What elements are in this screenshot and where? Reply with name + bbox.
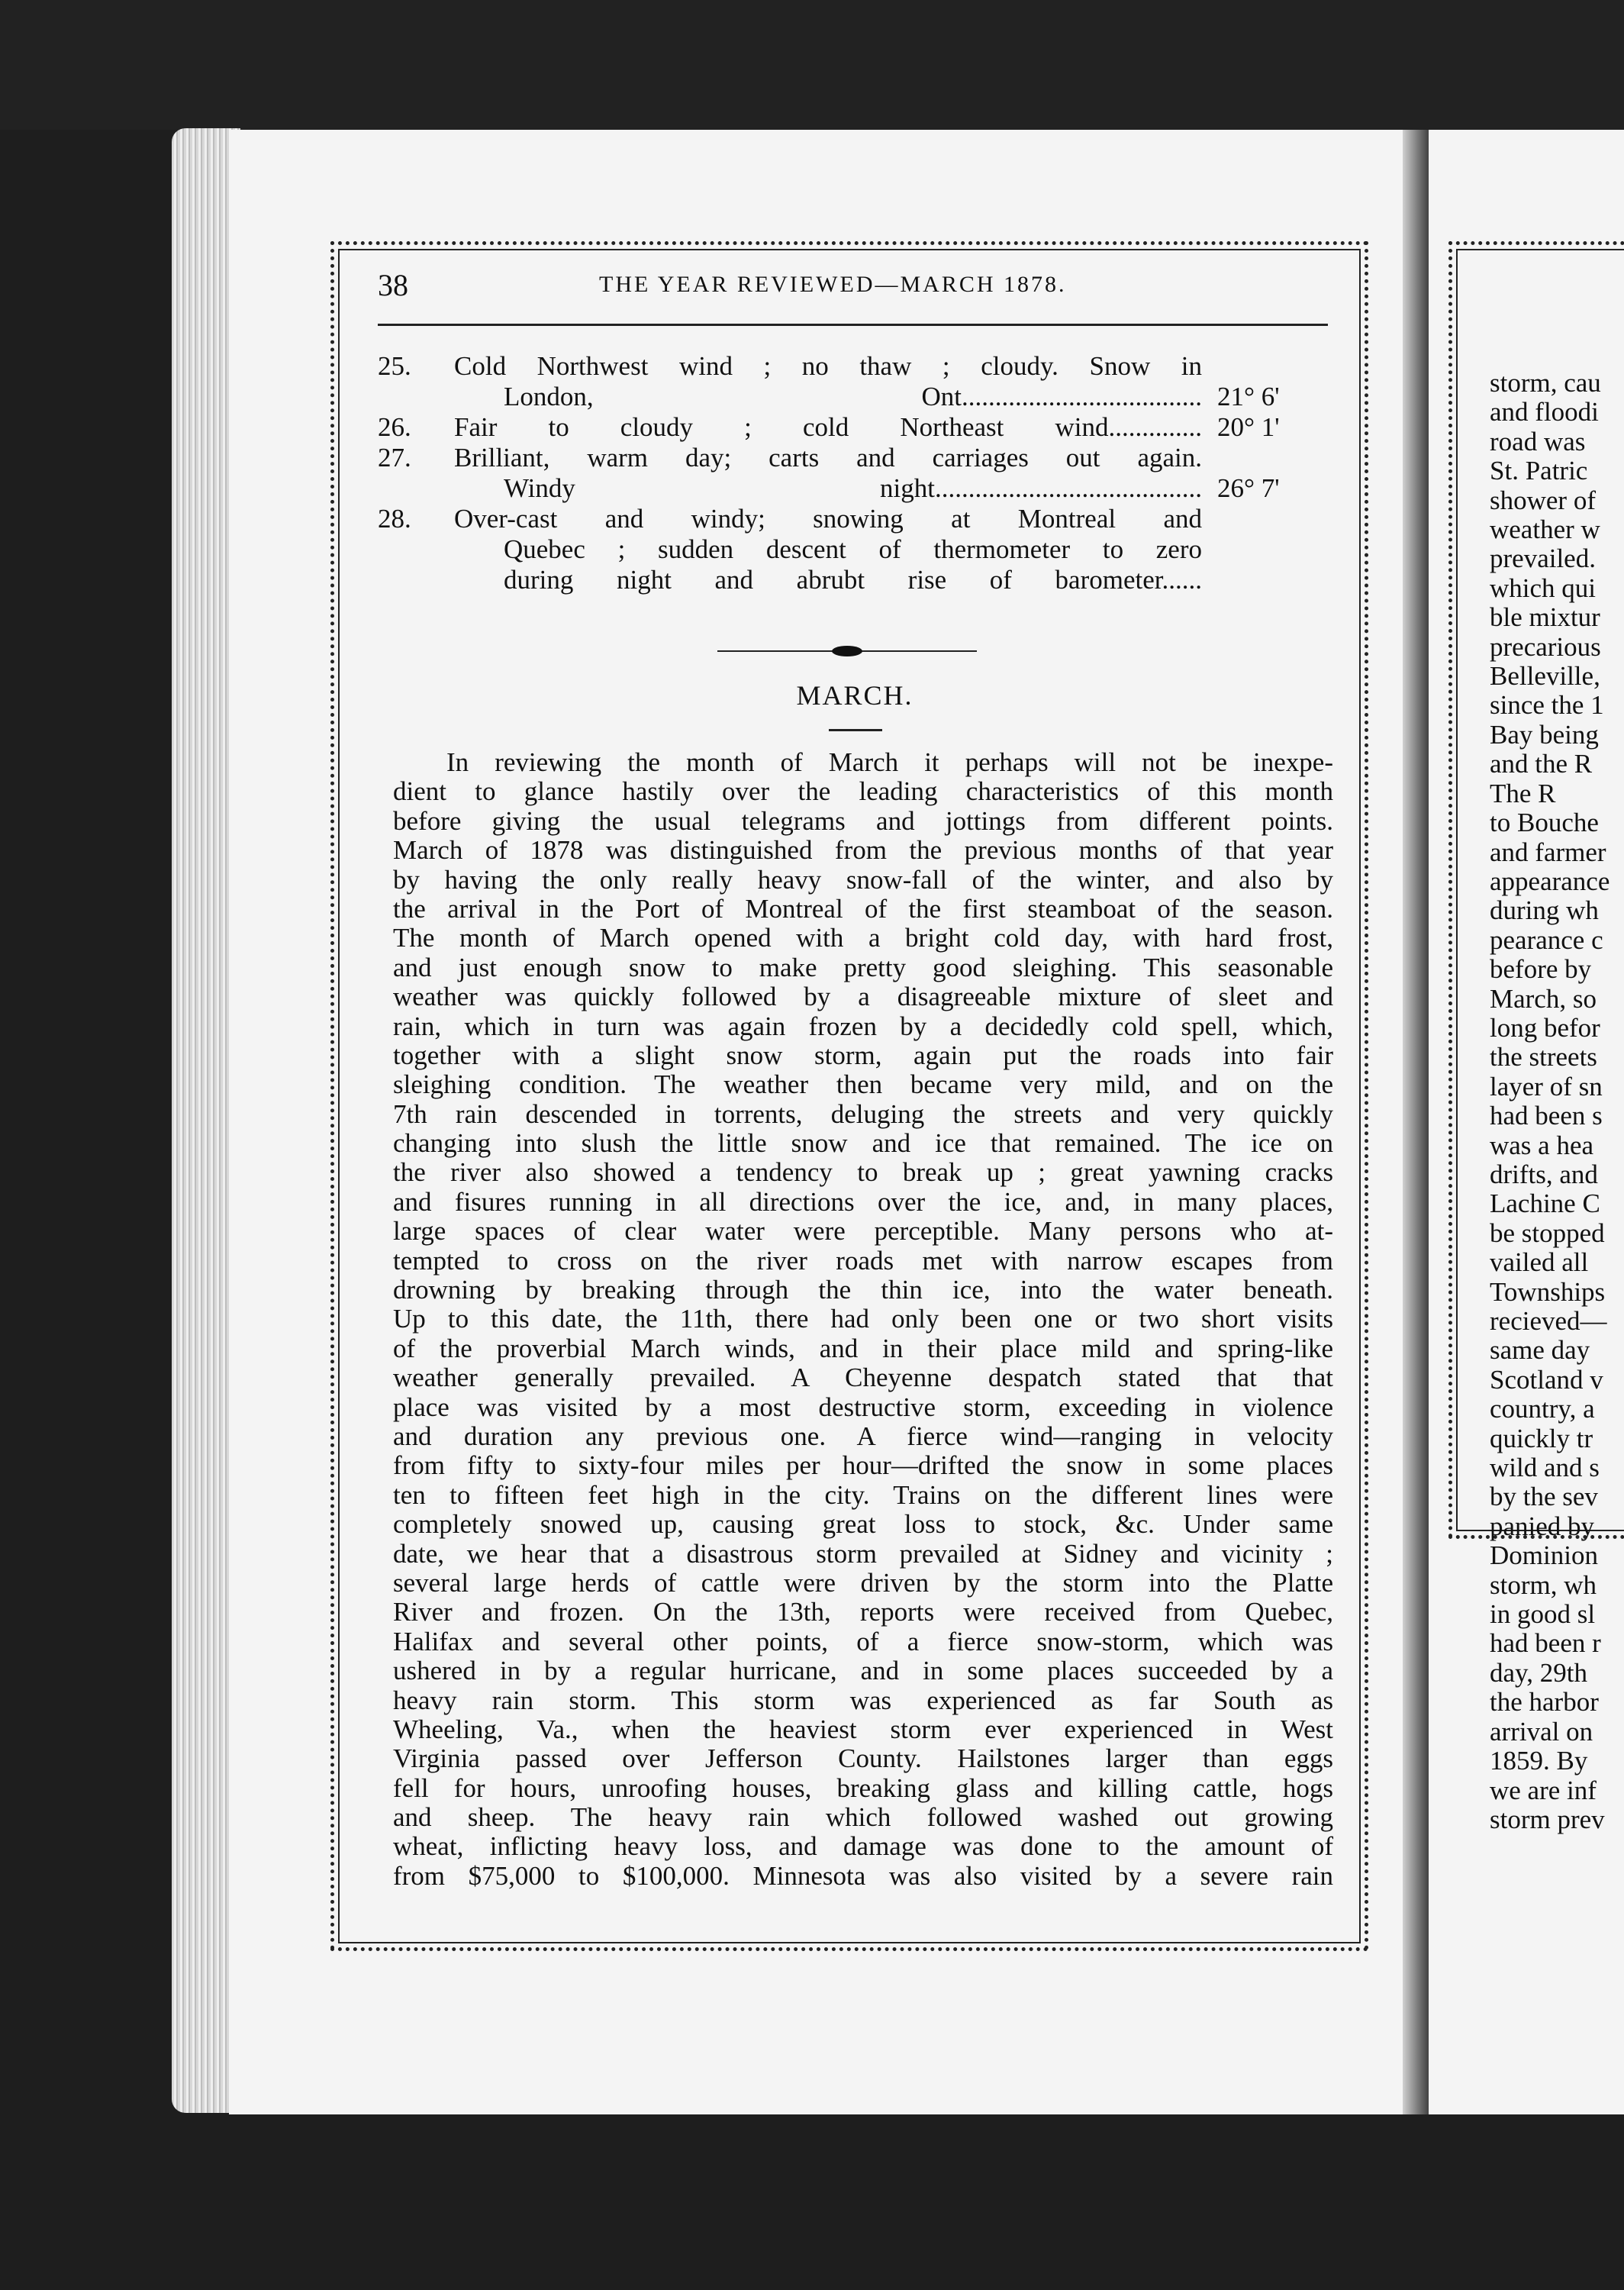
body-line: changing into slush the little snow and ice that remained. The ice on [393, 1128, 1333, 1159]
entry-line [378, 534, 1332, 565]
body-line: ten to fifteen feet high in the city. Trains on the different lines were [393, 1479, 1333, 1510]
right-page-line: arrival on [1490, 1716, 1593, 1747]
body-line: completely snowed up, causing great loss to stock, &c. Under same [393, 1509, 1333, 1540]
body-line: the arrival in the Port of Montreal of the first steamboat of the season. [393, 893, 1333, 924]
right-page-line: Belleville, [1490, 661, 1600, 692]
section-title: MARCH. [796, 680, 914, 711]
body-line: and duration any previous one. A fierce wind—ranging in velocity [393, 1421, 1333, 1451]
body-line: drowning by breaking through the thin ice, into the water beneath. [393, 1275, 1333, 1305]
right-page-line: vailed all [1490, 1247, 1589, 1278]
right-page-line: during wh [1490, 895, 1599, 926]
body-line: by having the only really heavy snow-fall of the winter, and also by [393, 864, 1333, 895]
entry-temperature: 21° 6' [1217, 382, 1280, 411]
body-line: several large herds of cattle were driven by the storm into the Platte [393, 1567, 1333, 1598]
entry-line [378, 382, 1332, 412]
right-page-line: Lachine C [1490, 1189, 1600, 1219]
right-page-line: storm, wh [1490, 1569, 1597, 1600]
entry-text: Over-cast and windy; snowing at Montreal and [454, 504, 1202, 534]
right-page-line: long befor [1490, 1012, 1600, 1043]
body-line: March of 1878 was distinguished from the previous months of that year [393, 835, 1333, 866]
entry-line [378, 565, 1332, 595]
body-line: place was visited by a most destructive storm, exceeding in violence [393, 1392, 1333, 1422]
right-page-line: prevailed. [1490, 543, 1596, 574]
entry-line [378, 412, 1332, 443]
entry-temperature: 26° 7' [1217, 473, 1280, 503]
right-page-line: storm prev [1490, 1804, 1605, 1834]
entry-line [378, 443, 1332, 473]
body-line: date, we hear that a disastrous storm prevailed at Sidney and vicinity ; [393, 1538, 1333, 1569]
right-page-line: St. Patric [1490, 456, 1588, 486]
body-line: weather was quickly followed by a disagreeable mixture of sleet and [393, 982, 1333, 1012]
body-line: heavy rain storm. This storm was experienced as far South as [393, 1685, 1333, 1715]
body-line: large spaces of clear water were perceptible. Many persons who at- [393, 1216, 1333, 1247]
body-line: before giving the usual telegrams and jottings from different points. [393, 805, 1333, 836]
body-line: River and frozen. On the 13th, reports were received from Quebec, [393, 1597, 1333, 1627]
right-page-line: to Bouche [1490, 808, 1599, 838]
body-line: Virginia passed over Jefferson County. Hailstones larger than eggs [393, 1743, 1333, 1774]
entry-text: Quebec ; sudden descent of thermometer to zero [504, 534, 1202, 564]
right-page-line: and farmer [1490, 837, 1606, 867]
right-page-line: country, a [1490, 1394, 1595, 1424]
body-line: the river also showed a tendency to break up ; great yawning cracks [393, 1157, 1333, 1188]
right-page-line: Dominion [1490, 1540, 1598, 1571]
body-line: wheat, inflicting heavy loss, and damage was done to the amount of [393, 1831, 1333, 1862]
entry-number: 27. [378, 443, 411, 473]
right-page-line: pearance c [1490, 924, 1603, 955]
body-line: from fifty to sixty-four miles per hour—drifted the snow in some places [393, 1450, 1333, 1481]
ornament-center [832, 646, 862, 656]
right-page-line: ble mixtur [1490, 602, 1600, 633]
body-line: tempted to cross on the river roads met with narrow escapes from [393, 1245, 1333, 1276]
ornament-divider [717, 646, 977, 656]
running-head: THE YEAR REVIEWED—MARCH 1878. [599, 272, 1067, 297]
body-line: and fisures running in all directions over the ice, and, in many places, [393, 1186, 1333, 1217]
body-line: dient to glance hastily over the leading characteristics of this month [393, 776, 1333, 807]
right-page-line: Bay being [1490, 719, 1599, 750]
body-line: sleighing condition. The weather then became very mild, and on the [393, 1069, 1333, 1100]
body-line: and just enough snow to make pretty good sleighing. This seasonable [393, 952, 1333, 982]
right-page-line: the harbor [1490, 1687, 1599, 1718]
title-rule [829, 729, 882, 731]
right-page-line: weather w [1490, 514, 1600, 545]
body-line: of the proverbial March winds, and in their place mild and spring-like [393, 1333, 1333, 1363]
page-header [378, 267, 1332, 319]
right-page-line: 1859. By [1490, 1746, 1588, 1776]
right-page-line: had been s [1490, 1101, 1603, 1131]
entry-text: Cold Northwest wind ; no thaw ; cloudy. Snow in [454, 351, 1202, 381]
right-page-line: quickly tr [1490, 1423, 1593, 1453]
right-page-line: before by [1490, 954, 1592, 985]
scan-background [0, 0, 1624, 130]
body-line: In reviewing the month of March it perhaps will not be inexpe- [446, 747, 1333, 777]
body-line: Halifax and several other points, of a fierce snow-storm, which was [393, 1626, 1333, 1656]
entry-text: during night and abrubt rise of barometer...... [504, 565, 1202, 595]
right-page-line: had been r [1490, 1628, 1601, 1659]
body-line: from $75,000 to $100,000. Minnesota was also visited by a severe rain [393, 1860, 1333, 1891]
body-line: fell for hours, unroofing houses, breaking glass and killing cattle, hogs [393, 1772, 1333, 1803]
right-page-line: storm, cau [1490, 368, 1601, 398]
entry-text: Fair to cloudy ; cold Northeast wind.............. [454, 412, 1202, 442]
right-page-line: and floodi [1490, 397, 1599, 427]
right-page-line: Scotland v [1490, 1364, 1603, 1395]
right-page-line: panied by [1490, 1511, 1595, 1541]
entry-text: London, Ont.................................... [504, 382, 1202, 411]
entry-number: 28. [378, 504, 411, 534]
right-page-line: road was [1490, 426, 1586, 456]
body-text [393, 748, 1333, 1891]
body-line: The month of March opened with a bright cold day, with hard frost, [393, 923, 1333, 953]
right-page-line: March, so [1490, 983, 1597, 1014]
body-line: Up to this date, the 11th, there had only been one or two short visits [393, 1304, 1333, 1334]
right-page-line: since the 1 [1490, 690, 1604, 721]
entry-text: Windy night........................................ [504, 473, 1202, 503]
entry-line [378, 504, 1332, 534]
right-page-line: recieved— [1490, 1306, 1607, 1336]
entry-line [378, 351, 1332, 382]
header-rule [378, 324, 1328, 326]
page-number: 38 [378, 268, 408, 302]
entry-temperature: 20° 1' [1217, 412, 1280, 442]
right-page-line: wild and s [1490, 1453, 1600, 1483]
body-line: ushered in by a regular hurricane, and in some places succeeded by a [393, 1656, 1333, 1686]
right-page-line: appearance [1490, 866, 1610, 896]
right-page-line: which qui [1490, 572, 1597, 603]
right-page-text [1490, 369, 1610, 1834]
right-page-line: the streets [1490, 1042, 1597, 1072]
entry-text: Brilliant, warm day; carts and carriages out again. [454, 443, 1202, 473]
body-line: rain, which in turn was again frozen by a decidedly cold spell, which, [393, 1011, 1333, 1041]
right-page-line: was a hea [1490, 1130, 1594, 1160]
right-page-line: The R [1490, 778, 1556, 808]
body-line: 7th rain descended in torrents, deluging the streets and very quickly [393, 1098, 1333, 1129]
right-page-line: layer of sn [1490, 1071, 1603, 1101]
body-line: Wheeling, Va., when the heaviest storm ever experienced in West [393, 1714, 1333, 1744]
entry-line [378, 473, 1332, 504]
right-page-line: Townships [1490, 1276, 1606, 1307]
entry-number: 26. [378, 412, 411, 442]
right-page-line: precarious [1490, 631, 1601, 662]
right-page-line: day, 29th [1490, 1657, 1587, 1688]
right-page-line: same day [1490, 1335, 1590, 1366]
body-line: and sheep. The heavy rain which followed washed out growing [393, 1802, 1333, 1833]
right-page-line: we are inf [1490, 1775, 1597, 1805]
body-line: weather generally prevailed. A Cheyenne despatch stated that that [393, 1363, 1333, 1393]
entry-number: 25. [378, 351, 411, 381]
weather-entries [378, 351, 1332, 595]
right-page-line: be stopped [1490, 1218, 1605, 1248]
right-page-line: in good sl [1490, 1599, 1596, 1630]
right-page-line: and the R [1490, 749, 1593, 779]
right-page-line: by the sev [1490, 1482, 1598, 1512]
right-page-line: drifts, and [1490, 1159, 1598, 1189]
right-page-line: shower of [1490, 485, 1596, 515]
body-line: together with a slight snow storm, again put the roads into fair [393, 1040, 1333, 1070]
